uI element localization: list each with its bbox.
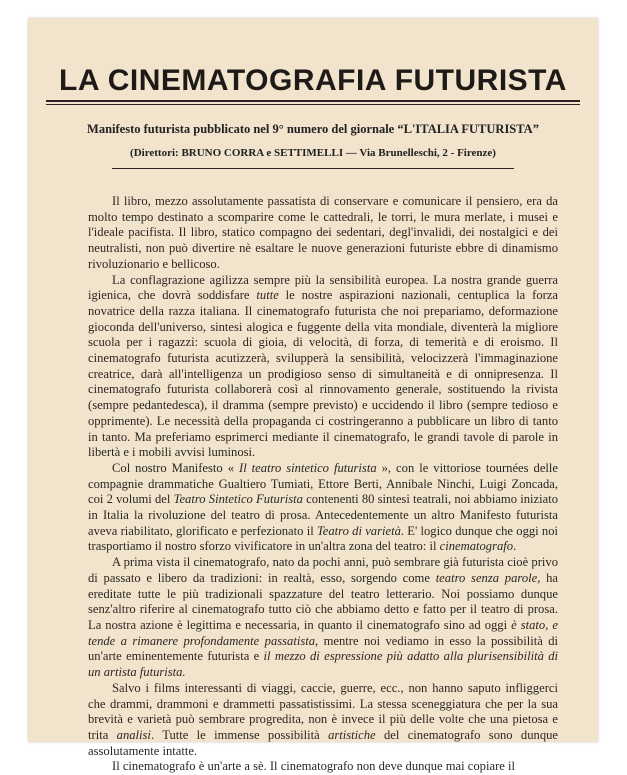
paragraph-text: Il libro, mezzo assolutamente passatista di conservare e comunicare il pensiero, era da molto tempo destinato a scomparire come le cattedrali, le torri, le mura merlate, i musei e l'ideale pacifista. Il libro, statico compagno dei sedentari, degl'invalidi, dei nostalgici e dei neutralisti, non può divertire nè esaltare le nuove generazioni futuriste ebbre di dinamismo rivoluzionario e bellicoso.	[88, 194, 558, 271]
subtitle-rule	[112, 168, 514, 169]
paragraph-text: », con le vittoriose tournées delle compagnie drammatiche Gualtiero Tumiati, Ettore Berti, Annibale Ninchi, Luigi Zoncada, coi 2 volumi del	[88, 460, 558, 507]
italic-text: è stato, e tende a rimanere profondamente passatista,	[88, 617, 558, 648]
italic-text: teatro senza parole,	[435, 570, 541, 585]
italic-text: Teatro di varietà	[316, 523, 401, 538]
italic-text: Teatro Sintetico Futurista	[173, 492, 303, 507]
paragraph	[88, 555, 558, 681]
document-title: LA CINEMATOGRAFIA FUTURISTA	[59, 64, 567, 97]
italic-text: il mezzo di espressione più adatto alla plurisensibilità di un artista futurista.	[88, 649, 558, 680]
paragraph	[88, 194, 558, 273]
paragraph-text: . Tutte le immense possibilità	[150, 727, 329, 742]
paragraph-text: le nostre aspirazioni nazionali, centuplica la forza novatrice della razza italiana. Il cinematografo futurista che noi prepariamo, deformazione gioconda dell'universo, sintesi alogica e fuggente della vita mondiale, diventerà la migliore scuola per i ragazzi: scuola di gioia, di velocità, di forza, di temerità e di eroismo. Il cinematografo futurista acutizzerà, svilupperà la sensibilità, velocizzerà l'immaginazione creatrice, darà all'intelligenza un prodigioso senso di simultaneità e di onnipresenza. Il cinematografo futurista collaborerà così al rinnovamento generale, sostituendo la rivista (sempre pedantedesca), il dramma (sempre previsto) e uccidendo il libro (sempre tedioso e opprimente). Le necessità della propaganda ci costringeranno a pubblicare un libro di tanto in tanto. Ma preferiamo esprimerci mediante il cinematografo, le grandi tavole di parole in libertà e i mobili avvisi luminosi.	[88, 288, 558, 460]
paragraph-text: contenenti 80 sintesi teatrali, noi abbiamo iniziato in Italia la rivoluzione del teatro di prosa. Antecedentemente un altro Manifesto futurista aveva riabilitato, glorificato e perfezionato il	[88, 492, 558, 538]
directors-line: (Direttori: BRUNO CORRA e SETTIMELLI — Via Brunelleschi, 2 - Firenze)	[130, 147, 496, 159]
document-subtitle: Manifesto futurista pubblicato nel 9° numero del giornale “L'ITALIA FUTURISTA”	[87, 122, 539, 136]
title-rule-thick	[46, 100, 580, 102]
italic-text: analisi	[116, 727, 151, 742]
paragraph	[88, 759, 558, 775]
italic-text: tutte	[256, 288, 279, 303]
paragraph-text: ha ereditate tutte le più tradizionali spazzature del teatro letterario. Noi possiamo dunque senz'altro riferire al cinematografo tutto ciò che abbiamo detto e fatto per il teatro di prosa. La nostra azione è legittima e necessaria, in quanto il cinematografo sino ad oggi	[88, 570, 558, 632]
paragraph-text: del cinematografo sono dunque assolutamente intatte.	[88, 727, 559, 758]
paragraph-text: . E' logico dunque che oggi noi trasportiamo il nostro sforzo vivificatore in un'altra zona del teatro: il	[88, 523, 559, 554]
paragraph	[88, 681, 558, 760]
title-rule-thin	[46, 104, 580, 105]
title-block	[38, 62, 588, 102]
manifesto-body	[88, 194, 558, 775]
paragraph	[88, 461, 558, 555]
italic-text: cinematografo	[439, 539, 514, 554]
paragraph-text: .	[513, 539, 517, 554]
paragraph-text: Salvo i films interessanti di viaggi, caccie, guerre, ecc., non hanno saputo infliggerci che drammi, drammoni e drammetti passatistissimi. La stessa sceneggiatura che per la sua brevità e varietà può sembrare progredita, non è invece il più delle volte che una pietosa e trita	[88, 680, 558, 742]
document-page	[28, 18, 598, 774]
paragraph-text: Il cinematografo è un'arte a sè. Il cinematografo non deve dunque mai copiare il	[112, 759, 515, 774]
paragraph-text: A prima vista il cinematografo, nato da pochi anni, può sembrare già futurista cioè privo di passato e libero da tradizioni: in realtà, esso, sorgendo come	[88, 555, 558, 585]
italic-text: artistiche	[328, 727, 376, 742]
paragraph-text: La conflagrazione agilizza sempre più la sensibilità europea. La nostra grande guerra igienica, che dovrà soddisfare	[88, 272, 558, 303]
italic-text: Il teatro sintetico futurista	[239, 460, 377, 475]
paragraph-text: Col nostro Manifesto «	[112, 460, 239, 475]
paragraph	[88, 273, 558, 461]
paragraph-text: mentre noi vediamo in esso la possibilità di un'arte eminentemente futurista e	[88, 633, 558, 664]
